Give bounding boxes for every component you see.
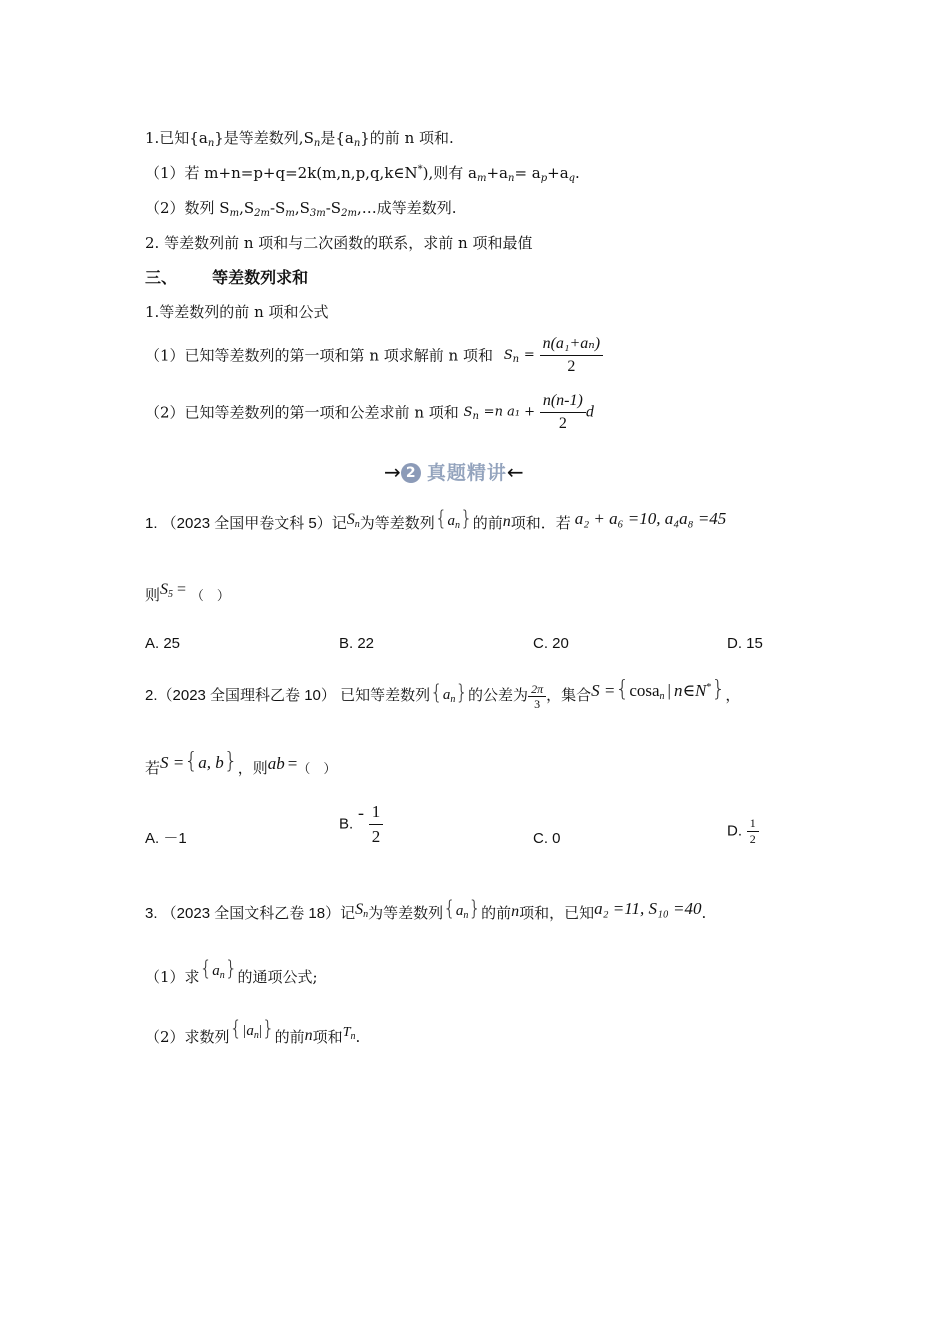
q3-part-2: （2）求数列$\{|a_n|\}$的前n项和$T_n$.	[145, 1016, 361, 1046]
right-arrow-icon: →	[384, 460, 401, 484]
banner-title: 真题精讲	[426, 462, 507, 484]
formula-2-line: （2）已知等差数列的第一项和公差求前 n 项和 $S_n =n$ a₁ + $\frac{n(n-1)}{2}$ d	[145, 390, 594, 435]
q1-option-d[interactable]: D. 15	[727, 635, 763, 652]
q2-stem: 2.（2023 全国理科乙卷 10） 已知等差数列$\{a_n\}$的公差为 $\frac{2\pi}{3}$ ，集合S ={cosa$_n$ | n∈N*}，	[145, 677, 741, 711]
formula-1-fraction: $\frac{\text{n(a₁+aₙ)}}{2}$	[540, 333, 604, 378]
q2-option-c[interactable]: C. 0	[533, 830, 561, 847]
section-banner	[384, 458, 570, 486]
formula-intro: 1.等差数列的前 n 项和公式	[145, 303, 329, 321]
q1-option-c[interactable]: C. 20	[533, 635, 569, 652]
q2-option-a[interactable]: A. －1	[145, 830, 187, 847]
q1-line2: 则$S_5$ = （ ）	[145, 581, 230, 604]
review-line-2: （1）若 m+n=p+q=2k(m,n,p,q,k∈N*),则有 $a_m+a_n= a_p+a_q$.	[145, 164, 580, 184]
q3-part-1: （1）求$\{a_n\}$的通项公式;	[145, 956, 318, 986]
formula-2-fraction: $\frac{n(n-1)}{2}$	[540, 390, 586, 435]
left-arrow-icon: ←	[506, 460, 524, 484]
formula-1-line: （1）已知等差数列的第一项和第 n 项求解前 n 项和 $S_n$ = $\frac{\text{n(a₁+aₙ)}}{2}$	[145, 333, 603, 378]
review-line-3: （2）数列 $S_m,S_{2m}-S_m,S_{3m}-S_{2m},\dots$成等差数列.	[145, 199, 457, 219]
q1-option-a[interactable]: A. 25	[145, 635, 181, 652]
number-badge: 2	[401, 463, 421, 483]
q2-option-b-fraction: $\frac{1}{2}$	[369, 800, 384, 849]
review-line-1: 1.已知$\{a_n\}$是等差数列$,S_n$是$\{a_n\}$的前 n 项和.	[145, 129, 454, 149]
q1-option-b[interactable]: B. 22	[339, 635, 375, 652]
q2-option-b[interactable]: B. - $\frac{1}{2}$	[339, 800, 383, 849]
q3-stem: 3. （2023 全国文科乙卷 18）记$S_n$为等差数列$\{a_n\}$的前n项和，已知a₂ =11, S₁₀ =40.	[145, 896, 707, 922]
section-title: 等差数列求和	[212, 268, 309, 287]
q1-stem: 1. （2023 全国甲卷文科 5）记$S_n$为等差数列$\{a_n\}$的前n项和．若 a₂ + a₆ =10, a₄a₈ =45	[145, 506, 727, 532]
section-heading	[145, 268, 308, 288]
q2-option-d-fraction: $\frac{1}{2}$	[747, 816, 759, 847]
q2-option-d[interactable]: D. $\frac{1}{2}$	[727, 816, 759, 847]
q2-line2: 若S ={a, b}，则ab =（ ）	[145, 749, 337, 777]
review-line-4: 2. 等差数列前 n 项和与二次函数的联系，求前 n 项和最值	[145, 234, 533, 252]
section-number: 三、	[145, 268, 178, 287]
q2-common-difference: $\frac{2\pi}{3}$	[528, 682, 546, 711]
